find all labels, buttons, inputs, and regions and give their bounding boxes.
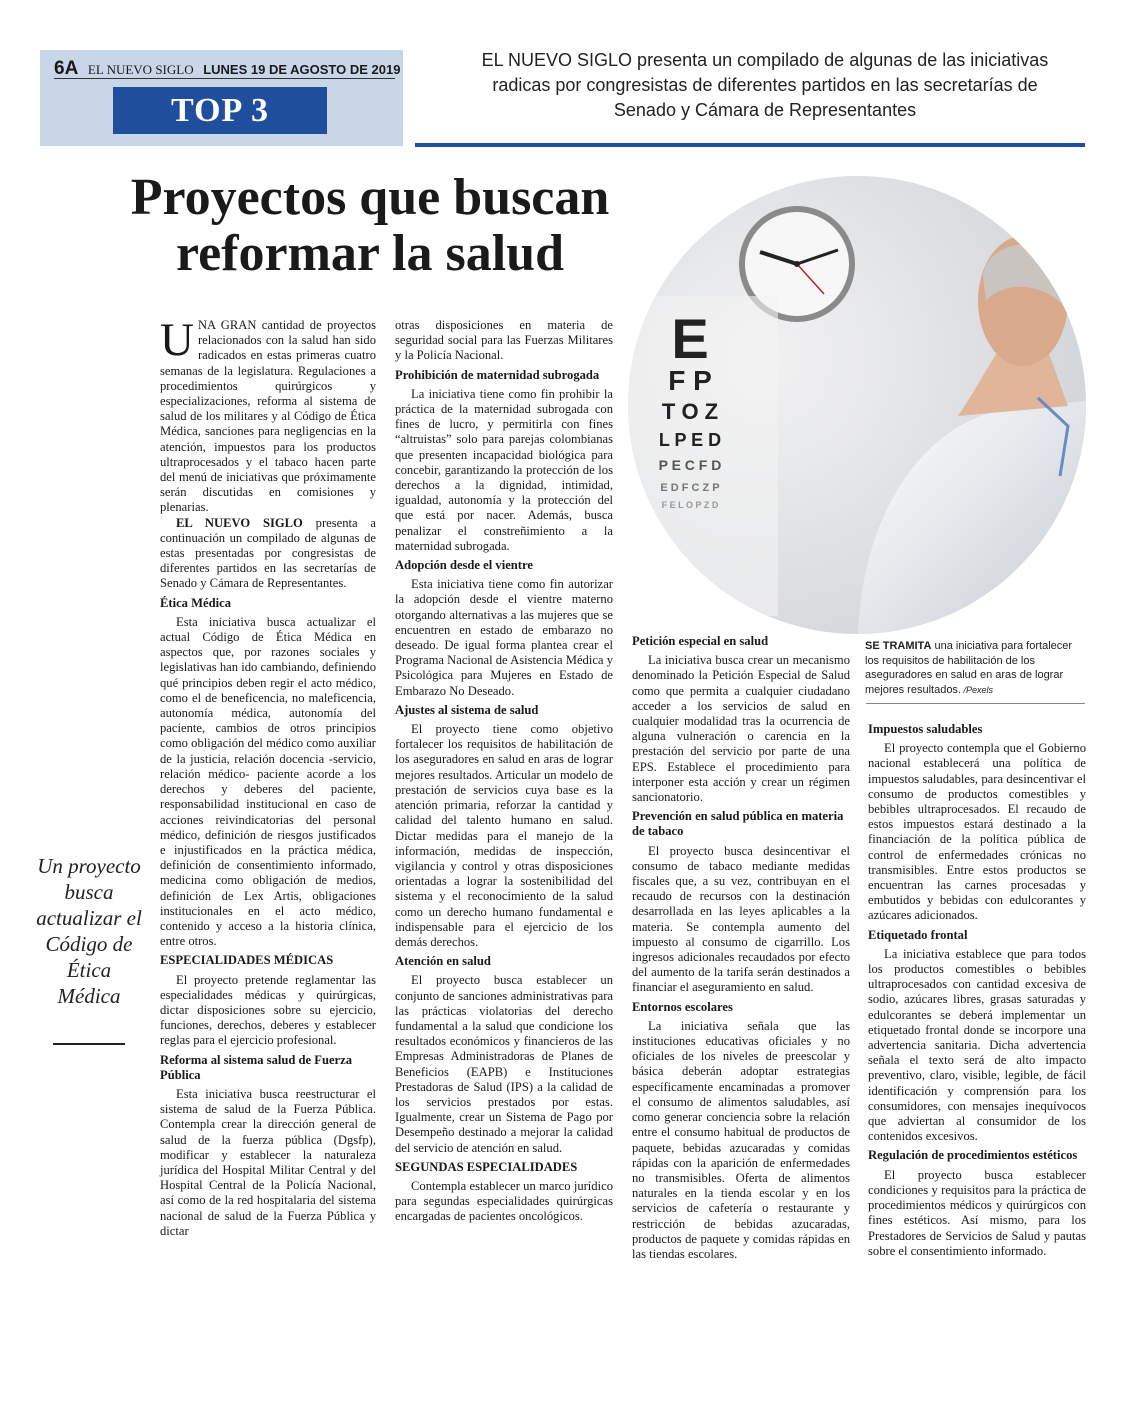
article-column-2 [395,318,613,1225]
subhead: Ética Médica [160,595,231,610]
section-label: TOP 3 [113,87,327,134]
pull-quote: Un proyecto busca actualizar el Código de Ética Médica [36,854,142,1008]
paragraph: El proyecto busca establecer condiciones y requisitos para la práctica de procedimientos médicos y quirúrgicos con fines estéticos. Así mismo, para los Prestadores de Servicios de Salud y pautas sobre el consentimiento informado. [868,1167,1086,1258]
paragraph: Esta iniciativa busca actualizar el actual Código de Ética Médica en aspectos que, por razones sociales y legislativas han ido cambiando, definiendo qué principios deben regir el acto médico, como el de beneficencia, no maleficencia, autonomía médica, autonomía del paciente, cambios de otros principios como obligación del médico como auxiliar de la justicia, relación docencia -servicio, relación médico- paciente acorde a los derechos y deberes del paciente, responsabilidad institucional en caso de acciones reivindicatorias del personal médico, definición de riesgos justificados e injustificados en la práctica médica, definición de consentimiento informado, medicina como obligación de medios, definición de Lex Artis, obligaciones institucionales en el acto médico, contenido y acceso a la historia clínica, entre otros. [160,614,376,949]
subhead: Regulación de procedimientos estéticos [868,1148,1078,1163]
svg-text:E D F C Z P: E D F C Z P [660,482,720,494]
header-divider [415,143,1085,147]
svg-text:E: E [671,307,709,370]
subhead: ESPECIALIDADES MÉDICAS [160,953,334,968]
svg-text:P E C F D: P E C F D [658,457,722,473]
paragraph: La iniciativa establece que para todos los productos comestibles o bebibles ultraprocesados con cantidad excesiva de sodio, azúcares libres, grasas saturadas y edulcorantes se deberá implementar un etiquetado frontal donde se incorpore una advertencia sanitaria. Dicha advertencia señala el texto será de alto impacto preventivo, claro, visible, legible, de fácil identificación y comprensión para los consumidores, con mensajes inequívocos que adviertan al consumidor de los contenidos excesivos. [868,946,1086,1144]
subhead: Adopción desde el vientre [395,558,533,573]
photo-caption [865,639,1080,697]
paragraph: El proyecto tiene como objetivo fortalecer los requisitos de habilitación de los aseguradores en salud en aras de lograr mejores resultados. Articular un modelo de prestación de servicios cuya base es la atención primaria, reforzar la cantidad y calidad del talento humano en salud. Dictar medidas para el manejo de la información, medidas de inspección, vigilancia y control y otras disposiciones orientadas a lograr la sostenibilidad del sistema y el reconocimiento de la salud como un derecho humano fundamental e indispensable para el ejercicio de los demás derechos. [395,722,613,949]
svg-text:L P E D: L P E D [658,430,722,450]
page-number: 6A [54,58,79,79]
paragraph: Esta iniciativa busca reestructurar el sistema de salud de la Fuerza Pública. Contempla crear la dirección general de salud de la fuerza pública (Dgsfp), modificar y establecer la naturaleza jurídica del Hospital Militar Central y del Hospital Central de la Policía Nacional, así como de la red hospitalaria del sistema nacional de salud de la Fuerza Pública y dictar [160,1086,376,1238]
paragraph: La iniciativa señala que las instituciones educativas oficiales y no oficiales de los niveles de preescolar y básica deberán adoptar estrategias específicamente encaminadas a promover el consumo de alimentos saludables, así como generar conciencia sobre la relación entre el consumo habitual de productos de paquete, bebidas azucaradas y comidas rápidas con la aparición de enfermedades no transmisibles. Oferta de alimentos naturales en la tienda escolar y en los servicios de cafetería o restaurante y restricción de bebidas azucaradas, productos de paquete y comidas rápidas en las tiendas escolares. [632,1018,850,1261]
svg-text:T O Z: T O Z [661,399,719,424]
paragraph: El proyecto contempla que el Gobierno nacional establecerá una política de impuestos saludables, para desincentivar el consumo de productos comestibles y bebibles ultraprocesados. El recaudo de estos impuestos estará destinado a la financiación de la política pública de control de enfermedades crónicas no transmisibles. Entre estos productos se encuentran las carnes procesadas y embutidos y bebidas con edulcorantes y azúcares adicionados. [868,741,1086,923]
subhead: SEGUNDAS ESPECIALIDADES [395,1159,578,1174]
article-column-4 [868,718,1086,1259]
paragraph: Esta iniciativa tiene como fin autorizar la adopción desde el vientre materno otorgando alternativas a las mujeres que se encuentren en estado de embarazo no deseado. De igual forma plantea crear el Programa Nacional de Asistencia Médica y Psicológica para Mujeres en Estado de Embarazo No Deseado. [395,577,613,698]
caption-text: una iniciativa para fortalecer los requisitos de habilitación de los aseguradores en salud en aras de lograr mejores resultados. [865,640,1073,696]
article-photo [628,176,1086,634]
paragraph: otras disposiciones en materia de seguridad social para las Fuerzas Militares y la Policía Nacional. [395,318,613,363]
photo-credit: /Pexels [961,684,994,695]
pull-quote-rule [53,1043,125,1045]
paragraph: El proyecto busca establecer un conjunto de sanciones administrativas para las prácticas violatorias del derecho fundamental a la salud que condicione los resultados económicos y financieros de las Empresas Administradoras de Planes de Beneficios (EAPB) e Instituciones Prestadoras de Salud (IPS) a la calidad de los servicios prestados por estas. Igualmente, crear un Sistema de Pago por Desempeño destinado a mejorar la calidad del servicio de atención en salud. [395,973,613,1155]
masthead [40,50,403,146]
subhead: Entornos escolares [632,999,733,1014]
eye-exam-illustration [628,176,1086,634]
paper-name: EL NUEVO SIGLO [87,62,194,77]
subhead: Ajustes al sistema de salud [395,702,539,717]
paragraph: La iniciativa tiene como fin prohibir la práctica de la maternidad subrogada con fines de lucro, y permitirla con fines “altruistas” solo para parejas colombianas que presenten incapacidad biológica para concebir, garantizando la protección de los derechos a la dignidad, intimidad, igualdad, autonomía y la protección del que está por nacer. Además, busca penalizar el constreñimiento a la maternidad subrogada. [395,386,613,553]
subhead: Impuestos saludables [868,722,983,736]
article-column-1 [160,314,376,1239]
paragraph: El proyecto pretende reglamentar las especialidades médicas y quirúrgicas, dictar disposiciones sobre su ejercicio, funciones, derechos, deberes y establecer reglas para el ejercicio profesional. [160,972,376,1048]
subhead: Atención en salud [395,954,491,969]
section-intro: EL NUEVO SIGLO presenta un compilado de algunas de las iniciativas radicas por congresistas de diferentes partidos en las secretarías de Senado y Cámara de Representantes [481,50,1049,120]
subhead: Prevención en salud pública en materia de tabaco [632,809,844,839]
caption-lead: SE TRAMITA [865,640,932,652]
subhead: Petición especial en salud [632,634,769,648]
svg-text:F E L O P Z D: F E L O P Z D [661,500,719,510]
subhead: Prohibición de maternidad subrogada [395,367,600,382]
drop-cap: U [160,314,194,366]
subhead: Reforma al sistema salud de Fuerza Pública [160,1052,353,1082]
paragraph: Contempla establecer un marco jurídico para segundas especialidades quirúrgicas encargadas de pacientes oncológicos. [395,1178,613,1224]
subhead: Etiquetado frontal [868,927,968,942]
folio-rule [54,78,395,79]
paragraph: EL NUEVO SIGLO presenta a continuación un compilado de algunas de estas presentadas por congresistas de diferentes partidos en las secretarías de Senado y Cámara de Representantes. [160,515,376,591]
article-column-3 [632,630,850,1262]
paragraph: La iniciativa busca crear un mecanismo denominado la Petición Especial de Salud como que permita a cualquier ciudadano acceder a los servicios de salud en cualquier modalidad tras la ocurrencia de alguna vulneración o carencia en la prestación del servicio por parte de una EPS. Establece el procedimiento para interponer esta acción y crear un régimen sancionatorio. [632,653,850,805]
eye-chart [628,296,778,616]
paragraph: El proyecto busca desincentivar el consumo de tabaco mediante medidas fiscales que, a su vez, contribuyan en el recaudo de recursos con la destinación desarrollada en las leyes aplicables a la materia. Se contempla aumento del impuesto al consumo de cigarrillo. Los ingresos adicionales recaudados por efecto del aumento de la tarifa serán destinados a financiar el aseguramiento en salud. [632,843,850,995]
caption-divider [866,703,1085,704]
lead-paragraph: UNA GRAN cantidad de proyectos relacionados con la salud han sido radicados en estas primeras cuatro semanas de la legislatura. Regulaciones a procedimientos quirúrgicos y especializaciones, reforma al sistema de salud de los militares y al Código de Ética Médica, sanciones para negligencias en la atención, impuestos para los productos ultraprocesados y el tabaco hacen parte del menú de iniciativas que próximamente serán discutidas en comisiones y plenarias. [160,314,376,515]
headline: Proyectos que buscan reformar la salud [130,169,610,282]
svg-text:F P: F P [668,365,712,396]
issue-date: LUNES 19 DE AGOSTO DE 2019 [203,62,401,77]
folio [54,58,400,80]
